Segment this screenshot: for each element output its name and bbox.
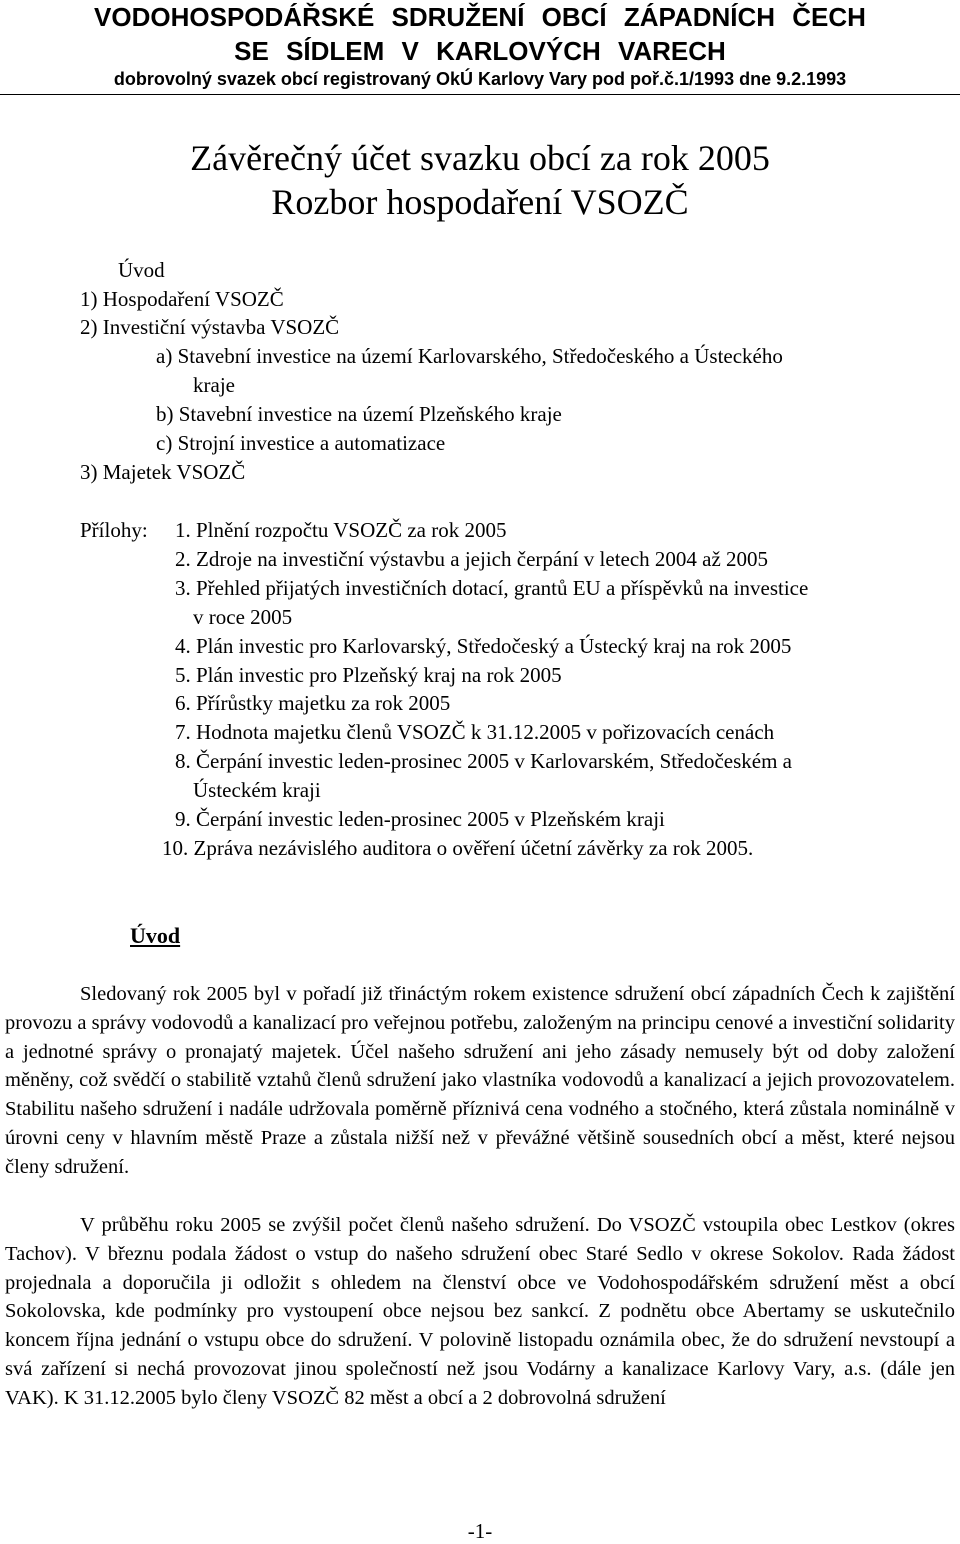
toc-subitem: c) Strojní investice a automatizace [156, 431, 446, 455]
attachment-item-continuation: v roce 2005 [193, 605, 293, 629]
attachment-item: 4. Plán investic pro Karlovarský, Středočeský a Ústecký kraj na rok 2005 [175, 634, 792, 658]
attachment-item: 6. Přírůstky majetku za rok 2005 [175, 691, 451, 715]
intro-paragraph-2: V průběhu roku 2005 se zvýšil počet členů našeho sdružení. Do VSOZČ vstoupila obec Lestkov (okres Tachov). V březnu podala žádost o vstup do našeho sdružení obec Staré Sedlo v okrese Sokolov. Rada žádost projednala a doporučila ji odložit s ohledem na členství obce ve Vodohospodářském sdružení měst a obcí Sokolovska, kde podmínky pro vystoupení obce nejsou bez sankcí. Z podnětu obce Abertamy se uskutečnilo koncem října jednání o vstupu obce do sdružení. V polovině listopadu oznámila obec, že do sdružení nevstoupí a svá zařízení si nechá provozovat jinou společností než jsou Vodárny a kanalizace Karlovy Vary, a.s. (dále jen VAK). K 31.12.2005 bylo členy VSOZČ 82 měst a obcí a 2 dobrovolná sdružení [5, 1214, 955, 1409]
org-registration-line: dobrovolný svazek obcí registrovaný OkÚ Karlovy Vary pod poř.č.1/1993 dne 9.2.1993 [113, 69, 847, 89]
attachment-item: 5. Plán investic pro Plzeňský kraj na rok 2005 [175, 663, 562, 687]
attachment-item-continuation: Ústeckém kraji [193, 778, 321, 802]
toc-item-intro: Úvod [118, 258, 165, 282]
org-seat-line: SE SÍDLEM V KARLOVÝCH VARECH [234, 36, 726, 66]
intro-heading: Úvod [130, 923, 181, 948]
document-subtitle: Rozbor hospodaření VSOZČ [271, 182, 689, 222]
page-number: -1- [467, 1519, 493, 1543]
toc-item: 1) Hospodaření VSOZČ [80, 287, 284, 311]
attachment-item: 3. Přehled přijatých investičních dotací, grantů EU a příspěvků na investice [175, 576, 809, 600]
document-title: Závěrečný účet svazku obcí za rok 2005 [190, 138, 770, 178]
attachment-item: 7. Hodnota majetku členů VSOZČ k 31.12.2005 v pořizovacích cenách [175, 720, 775, 744]
toc-item: 3) Majetek VSOZČ [80, 460, 246, 484]
attachment-item: 8. Čerpání investic leden-prosinec 2005 v Karlovarském, Středočeském a [175, 749, 792, 773]
toc-subitem: a) Stavební investice na území Karlovarského, Středočeského a Ústeckého [156, 344, 783, 368]
attachment-item: 2. Zdroje na investiční výstavbu a jejich čerpání v letech 2004 až 2005 [175, 547, 769, 571]
toc-subitem: b) Stavební investice na území Plzeňského kraje [156, 402, 562, 426]
attachment-item: 10. Zpráva nezávislého auditora o ověření účetní závěrky za rok 2005. [162, 836, 754, 860]
attachment-item: 9. Čerpání investic leden-prosinec 2005 v Plzeňském kraji [175, 807, 665, 831]
intro-paragraph-1: Sledovaný rok 2005 byl v pořadí již třináctým rokem existence sdružení obcí západních Čech k zajištění provozu a správy vodovodů a kanalizací pro veřejnou potřebu, založeným na principu cenové a investiční solidarity a jednotné správy o pronajatý majetek. Účel našeho sdružení ani jeho zásady nemusely být od doby založení měněny, což svědčí o stabilitě vztahů členů sdružení jako vlastníka vodovodů a kanalizací a jejich provozovatelem. Stabilitu našeho sdružení i nadále udržovala poměrně příznivá cena vodného a stočného, která zůstala nominálně v úrovni ceny v hlavním městě Praze a zůstala nižší než v převážné většině sousedních obcí a měst, které nejsou členy sdružení. [5, 983, 955, 1178]
attachments-label: Přílohy: [80, 518, 148, 542]
attachment-item: 1. Plnění rozpočtu VSOZČ za rok 2005 [175, 518, 507, 542]
toc-subitem-continuation: kraje [193, 373, 235, 397]
organization-header [0, 0, 960, 95]
org-name-line: VODOHOSPODÁŘSKÉ SDRUŽENÍ OBCÍ ZÁPADNÍCH ČECH [94, 2, 866, 32]
toc-item: 2) Investiční výstavba VSOZČ [80, 315, 340, 339]
